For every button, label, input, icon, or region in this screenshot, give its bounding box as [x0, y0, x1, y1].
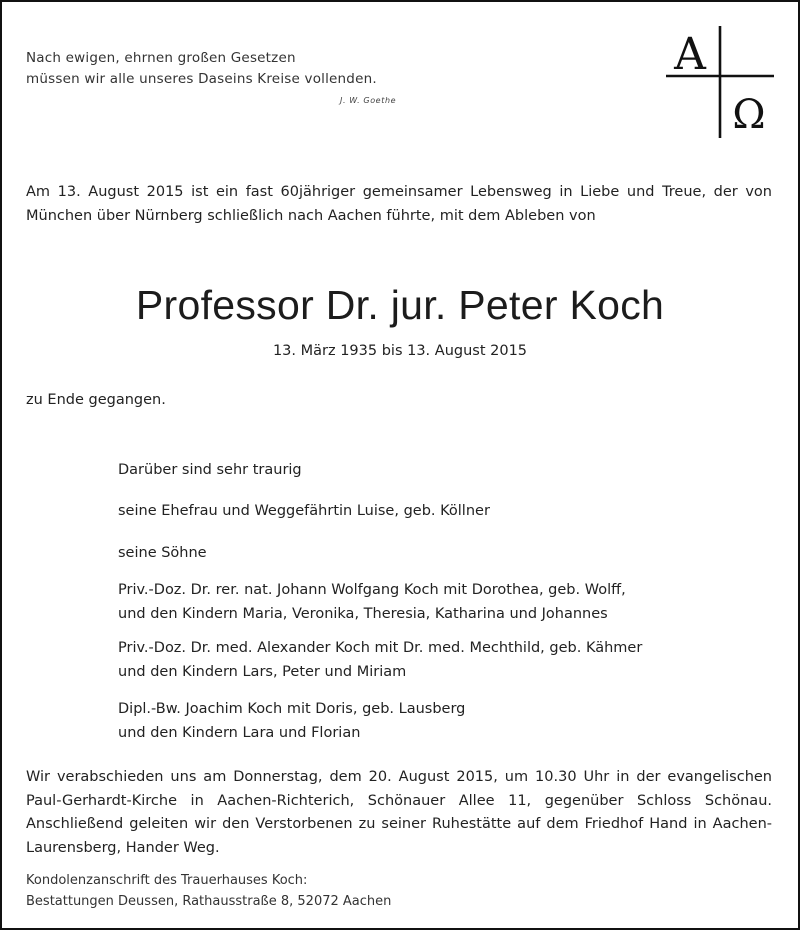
quote-line-2: müssen wir alle unseres Daseins Kreise vollenden. [26, 71, 377, 87]
omega-glyph: Ω [732, 92, 766, 138]
son-3-line-2: und den Kindern Lara und Florian [118, 725, 361, 741]
ended-text: zu Ende gegangen. [26, 392, 166, 408]
condolence-line-1: Kondolenzanschrift des Trauerhauses Koch: [26, 873, 308, 888]
life-dates: 13. März 1935 bis 13. August 2015 [272, 343, 528, 359]
son-2-line-2: und den Kindern Lars, Peter und Miriam [118, 664, 407, 680]
quote-line-1: Nach ewigen, ehrnen großen Gesetzen [26, 50, 296, 66]
quote-author: J. W. Goethe [340, 96, 397, 105]
alpha-omega-cross-icon [664, 24, 776, 140]
son-3-line-1: Dipl.-Bw. Joachim Koch mit Doris, geb. Lausberg [118, 701, 466, 717]
son-1-line-2: und den Kindern Maria, Veronika, Theresia, Katharina und Johannes [118, 606, 608, 622]
deceased-name: Professor Dr. jur. Peter Koch [135, 282, 665, 328]
son-2-line-1: Priv.-Doz. Dr. med. Alexander Koch mit Dr. med. Mechthild, geb. Kähmer [118, 640, 643, 656]
condolence-address [26, 870, 391, 912]
mourner-son-3 [118, 697, 465, 745]
goethe-quote [26, 48, 377, 90]
mourner-wife: seine Ehefrau und Weggefährtin Luise, geb. Köllner [118, 503, 490, 519]
son-1-line-1: Priv.-Doz. Dr. rer. nat. Johann Wolfgang Koch mit Dorothea, geb. Wolff, [118, 582, 626, 598]
mourner-son-1 [118, 578, 626, 626]
funeral-paragraph: Wir verabschieden uns am Donnerstag, dem 20. August 2015, um 10.30 Uhr in der evangelischen Paul-Gerhardt-Kirche in Aachen-Richterich, Schönauer Allee 11, gegenüber Schloss Schönau. Anschließend geleiten wir den Verstorbenen zu seiner Ruhestätte auf dem Friedhof Hand in Aachen-Laurensberg, Hander Weg. [26, 769, 772, 856]
mourners-intro: Darüber sind sehr traurig [118, 462, 302, 478]
intro-paragraph: Am 13. August 2015 ist ein fast 60jähriger gemeinsamer Lebensweg in Liebe und Treue, der von München über Nürnberg schließlich nach Aachen führte, mit dem Ableben von [26, 184, 772, 224]
alpha-glyph: A [674, 29, 706, 80]
mourner-sons-label: seine Söhne [118, 545, 207, 561]
mourner-son-2 [118, 636, 642, 684]
condolence-line-2: Bestattungen Deussen, Rathausstraße 8, 52072 Aachen [26, 894, 392, 909]
